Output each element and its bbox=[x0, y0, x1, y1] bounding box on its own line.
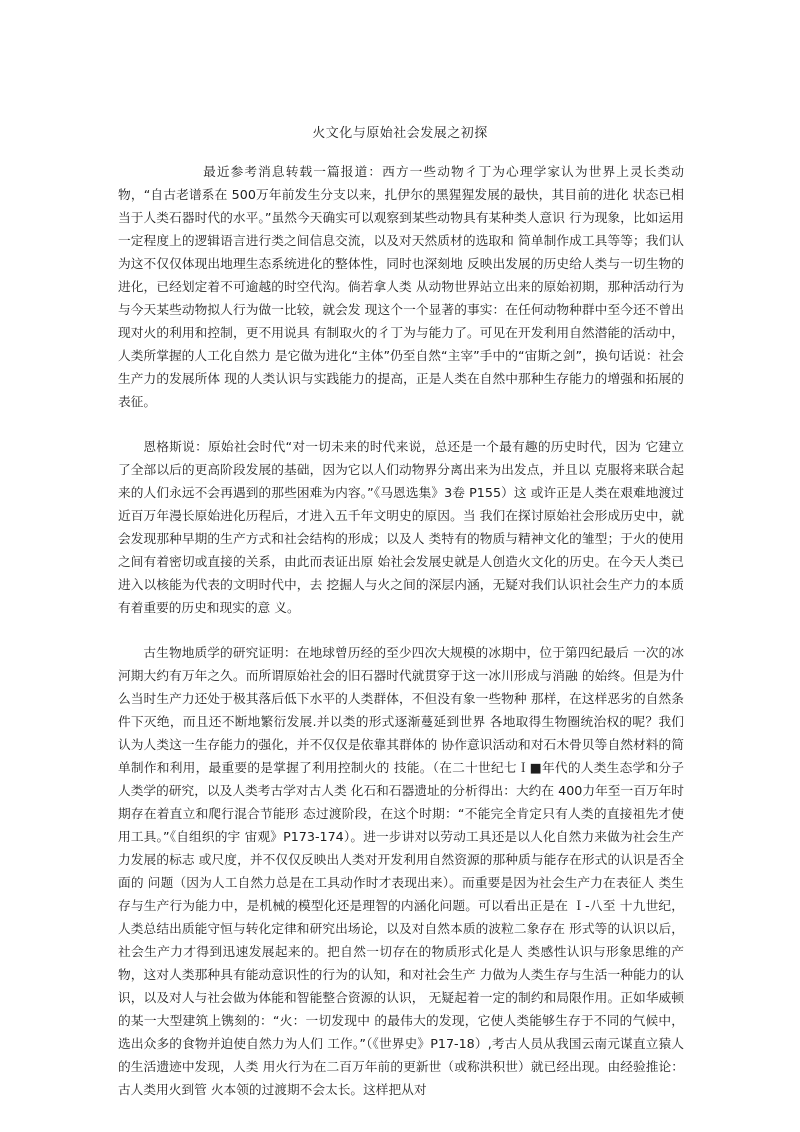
paragraph-1: 最近参考消息转载一篇报道：西方一些动物彳丁为心理学家认为世界上灵长类动 物，“自古老谱系在 500万年前发生分支以来，扎伊尔的黑猩猩发展的最快，其目前的进化 状态已相当于人类石器时代的水平。”虽然今天确实可以观察到某些动物具有某种类人意识 行为现象，比如运用一定程度上的逻辑语言进行类之间信息交流，以及对天然质材的选取和 简单制作成工具等等；我们认为这不仅仅体现出地理生态系统进化的整体性，同时也深刻地 反映出发展的历史给人类与一切生物的进化，已经划定着不可逾越的时空代沟。倘若拿人类 从动物世界站立出来的原始初期，那种活动行为与今天某些动物拟人行为做一比较，就会发 现这个一个显著的事实：在任何动物种群中至今还不曾出现对火的利用和控制，更不用说具 有制取火的彳丁为与能力了。可见在开发利用自然潜能的活动中，人类所掌握的人工化自然力 是它做为进化“主体”仍至自然“主宰”手中的“宙斯之剑”，换句话说：社会生产力的发展所体 现的人类认识与实践能力的提高，正是人类在自然中那种生存能力的增强和拓展的表征。 bbox=[118, 164, 684, 409]
document-title: 火文化与原始社会发展之初探 bbox=[312, 126, 488, 141]
paragraph-2: 恩格斯说：原始社会时代“对一切未来的时代来说，总还是一个最有趣的历史时代，因为 它建立了全部以后的更高阶段发展的基础，因为它以人们动物界分离出来为出发点，并且以 克服将来联合起来的人们永远不会再遇到的那些困难为内容。”《马恩选集》3卷 P155）这 或许正是人类在艰难地渡过近百万年漫长原始进化历程后，才进入五千年文明史的原因。当 我们在探讨原始社会形成历史中，就会发现那种早期的生产方式和社会结构的形成；以及人 类特有的物质与精神文化的雏型；于火的使用之间有着密切或直接的关系，由此而表证出原 始社会发展史就是人创造火文化的历史。在今天人类已进入以核能为代表的文明时代中，去 挖掘人与火之间的深层内涵，无疑对我们认识社会生产力的本质有着重要的历史和现实的意 义。 bbox=[118, 439, 684, 615]
document-body bbox=[118, 160, 684, 1123]
paragraph-3: 古生物地质学的研究证明：在地球曾历经的至少四次大规模的冰期中，位于第四纪最后 一次的冰河期大约有万年之久。而所谓原始社会的旧石器时代就贯穿于这一冰川形成与消融 的始终。但是为什么当时生产力还处于极其落后低下水平的人类群体，不但没有象一些物种 那样，在这样恶劣的自然条件下灭绝，而且还不断地繁衍发展.并以类的形式逐渐蔓延到世界 各地取得生物圈统治权的呢？我们认为人类这一生存能力的强化，并不仅仅是依靠其群体的 协作意识活动和对石木骨贝等自然材料的简单制作和利用，最重要的是掌握了利用控制火的 技能。（在二十世纪七Ｉ■年代的人类生态学和分子人类学的研究，以及人类考古学对古人类 化石和石器遗址的分析得出：大约在 400力年至一百万年时期存在着直立和爬行混合节能形 态过渡阶段，在这个时期：“不能完全肯定只有人类的直接祖先才使用工具。”《自组织的宇 宙观》P173-174）。进一步讲对以劳动工具还是以人化自然力来做为社会生产力发展的标志 或尺度，并不仅仅反映出人类对开发利用自然资源的那种质与能存在形式的认识是否全面的 问题（因为人工自然力总是在工具动作时才表现出来）。而重要是因为社会生产力在表征人 类生存与生产行为能力中，是机械的模型化还是理智的内涵化问题。可以看出正是在 Ｉ-八至 十九世纪，人类总结出质能守恒与转化定律和研究出场论，以及对自然本质的波粒二象存在 形式等的认识以后，社会生产力才得到迅速发展起来的。把自然一切存在的物质形式化是人 类感性认识与形象思维的产物，这对人类那种具有能动意识性的行为的认知，和对社会生产 力做为人类生存与生活一种能力的认识，以及对人与社会做为体能和智能整合资源的认识， 无疑起着一定的制约和局限作用。正如华威顿的某一大型建筑上镌刻的：“火：一切发现中 的最伟大的发现，它使人类能够生存于不同的气候中，选出众多的食物并迫使自然力为人们 工作。”（《世界史》P17-18）,考古人员从我国云南元谋直立猿人的生活遗迹中发现，人类 用火行为在二百万年前的更新世（或称洪积世）就已经出现。由经验推论：古人类用火到管 火本领的过渡期不会太长。这样把从对 bbox=[118, 645, 684, 1097]
